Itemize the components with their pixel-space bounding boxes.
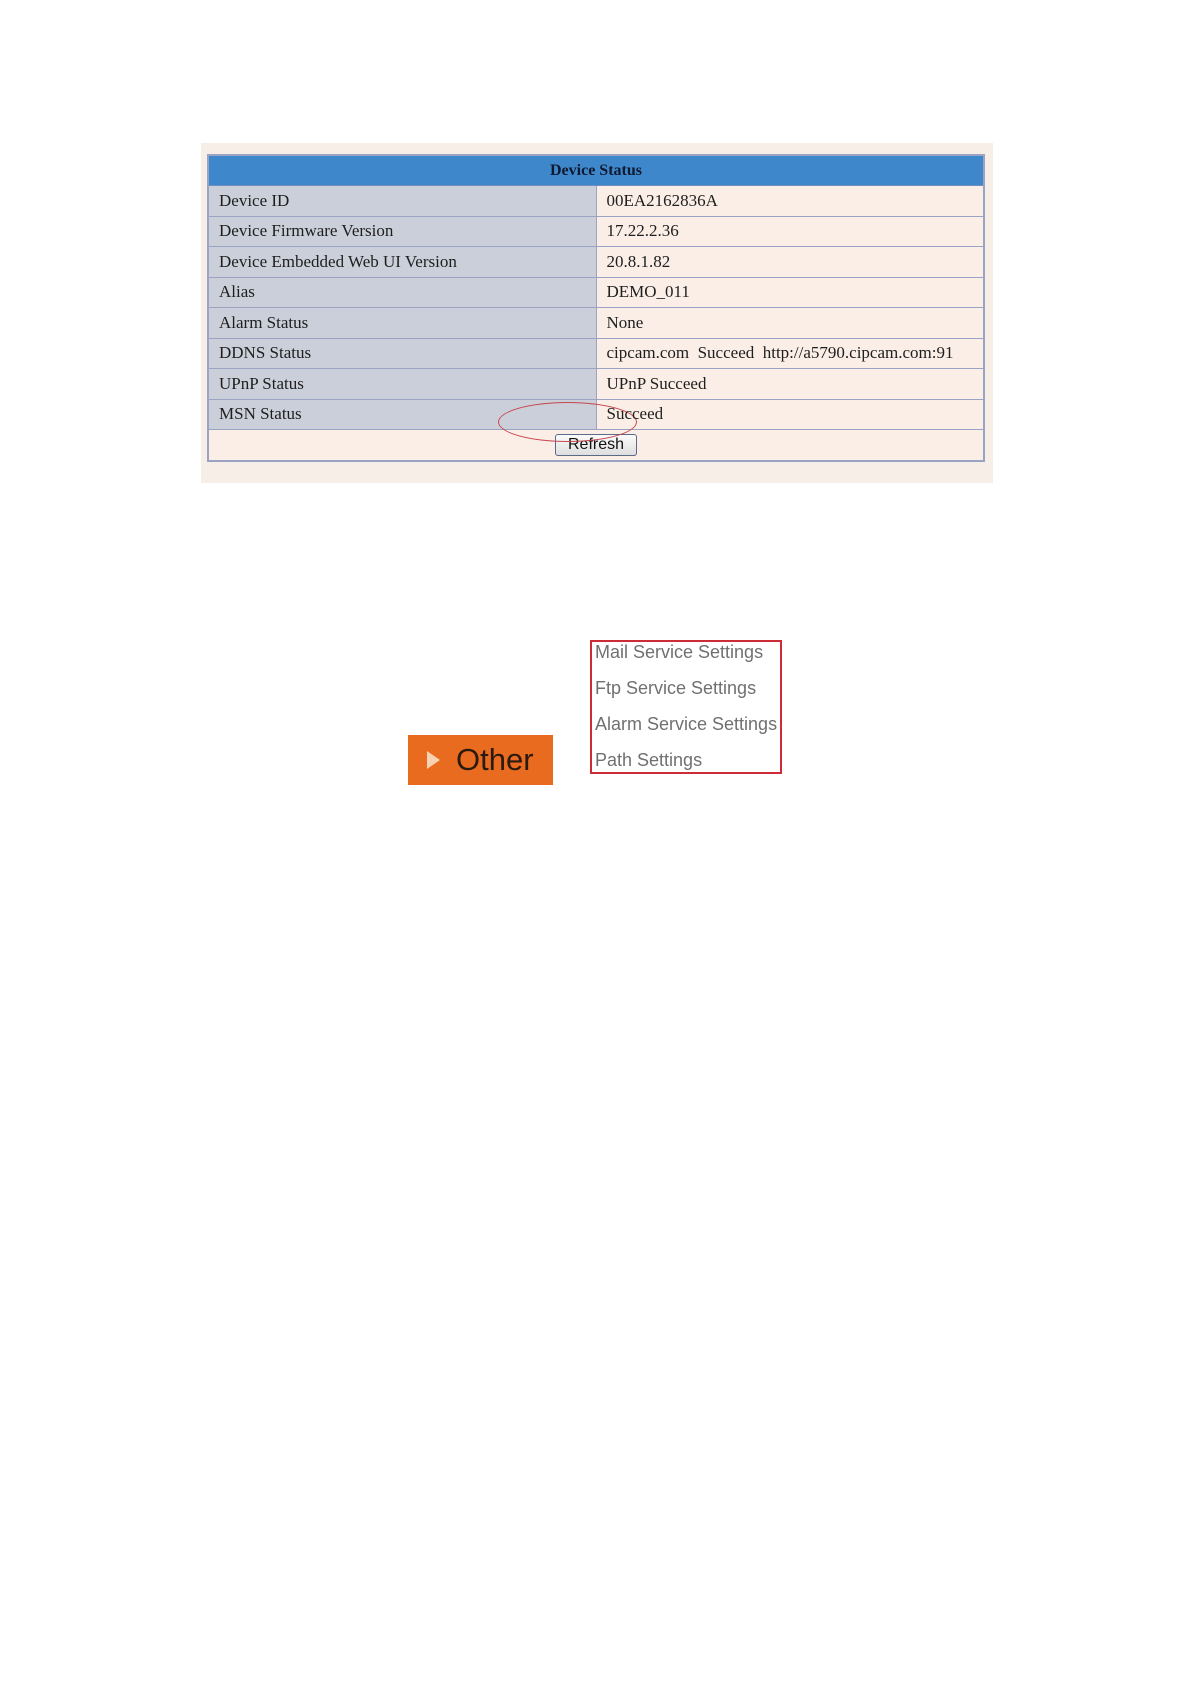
device-status-title: Device Status — [208, 155, 984, 186]
row-value: None — [596, 308, 984, 339]
row-value: Succeed — [606, 404, 664, 424]
device-status-table — [207, 154, 985, 462]
refresh-row — [208, 430, 984, 461]
table-row — [208, 399, 984, 430]
row-value: 00EA2162836A — [596, 186, 984, 217]
refresh-cell — [208, 430, 984, 461]
menu-item-alarm-service-settings[interactable]: Alarm Service Settings — [595, 714, 778, 734]
menu-item-ftp-service-settings[interactable]: Ftp Service Settings — [595, 678, 757, 698]
row-label: UPnP Status — [208, 369, 596, 400]
device-status-panel — [201, 143, 993, 483]
refresh-button[interactable]: Refresh — [555, 434, 637, 456]
row-value: DEMO_011 — [596, 277, 984, 308]
table-row — [208, 308, 984, 339]
row-label: Device Firmware Version — [208, 216, 596, 247]
table-row — [208, 369, 984, 400]
table-row — [208, 338, 984, 369]
other-tab-button[interactable] — [408, 735, 553, 785]
menu-item-path-settings[interactable]: Path Settings — [595, 750, 703, 770]
play-icon — [427, 751, 440, 769]
row-label: Alias — [208, 277, 596, 308]
other-tab-label: Other — [456, 742, 534, 777]
row-label: Device Embedded Web UI Version — [208, 247, 596, 278]
table-header-row — [208, 155, 984, 186]
menu-item-mail-service-settings[interactable]: Mail Service Settings — [595, 642, 764, 662]
table-row — [208, 277, 984, 308]
row-value: UPnP Succeed — [596, 369, 984, 400]
row-label: Device ID — [208, 186, 596, 217]
msn-status-value — [596, 399, 984, 430]
row-value: 17.22.2.36 — [596, 216, 984, 247]
row-label: DDNS Status — [208, 338, 596, 369]
row-value: cipcam.com Succeed http://a5790.cipcam.com:91 — [596, 338, 984, 369]
row-label: MSN Status — [208, 399, 596, 430]
other-submenu — [590, 640, 782, 774]
row-value: 20.8.1.82 — [596, 247, 984, 278]
table-row — [208, 247, 984, 278]
table-row — [208, 186, 984, 217]
table-row — [208, 216, 984, 247]
row-label: Alarm Status — [208, 308, 596, 339]
